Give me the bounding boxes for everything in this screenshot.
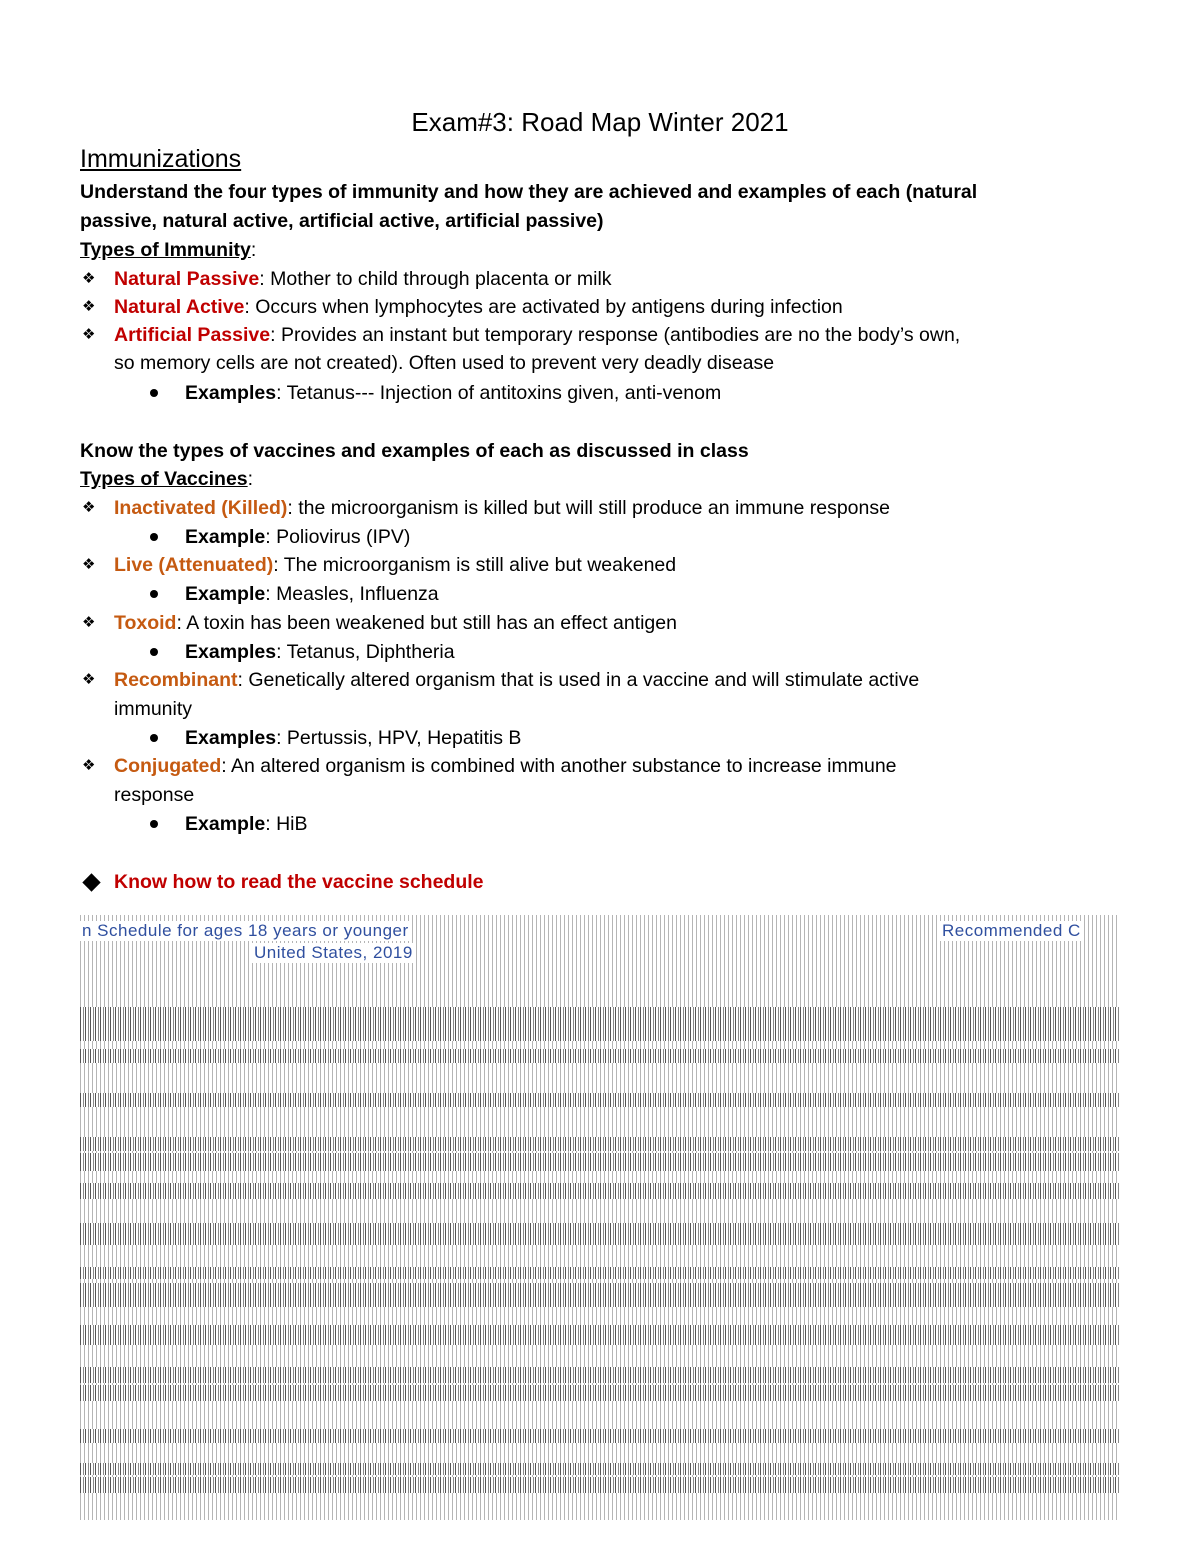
schedule-heading: Know how to read the vaccine schedule: [114, 871, 484, 893]
schedule-row: [80, 1429, 1120, 1443]
vaccine-intro: Know the types of vaccines and examples of each as discussed in class: [80, 440, 749, 462]
vaccine-example: Examples: Pertussis, HPV, Hepatitis B: [185, 727, 522, 749]
vaccine-item-continuation: response: [114, 784, 195, 806]
schedule-row: [80, 1153, 1120, 1171]
vaccine-example: Example: HiB: [185, 813, 308, 835]
schedule-row: [80, 1267, 1120, 1279]
diamond-bullet-icon: ❖: [82, 757, 96, 774]
round-bullet-icon: [150, 533, 158, 541]
schedule-row: [80, 1325, 1120, 1345]
immunity-intro-line-1: Understand the four types of immunity and how they are achieved and examples of each (natural: [80, 181, 978, 203]
vaccine-item: Conjugated: An altered organism is combined with another substance to increase immune: [114, 755, 897, 777]
vaccine-item: Live (Attenuated): The microorganism is still alive but weakened: [114, 554, 677, 576]
immunity-example: Examples: Tetanus--- Injection of antitoxins given, anti-venom: [185, 382, 722, 404]
page-title: Exam#3: Road Map Winter 2021: [411, 107, 789, 137]
immunity-item: Artificial Passive: Provides an instant but temporary response (antibodies are no the body’s own,: [114, 324, 961, 346]
diamond-bullet-icon: ❖: [82, 671, 96, 688]
diamond-bullet-icon: ❖: [82, 270, 96, 287]
schedule-title: n Schedule for ages 18 years or younger: [82, 921, 409, 940]
immunity-item: Natural Active: Occurs when lymphocytes are activated by antigens during infection: [114, 296, 843, 318]
schedule-row: [80, 1463, 1120, 1475]
diamond-bullet-icon: ❖: [82, 499, 96, 516]
diamond-bullet-icon: ❖: [82, 556, 96, 573]
schedule-row: [80, 1093, 1120, 1107]
round-bullet-icon: [150, 648, 158, 656]
round-bullet-icon: [150, 734, 158, 742]
schedule-row: [80, 1183, 1120, 1199]
vaccine-example: Examples: Tetanus, Diphtheria: [185, 641, 455, 663]
vaccine-schedule-image: [80, 915, 1120, 1520]
vaccine-item-continuation: immunity: [114, 698, 193, 720]
vaccine-item: Inactivated (Killed): the microorganism is killed but will still produce an immune response: [114, 497, 890, 519]
schedule-row: [80, 1367, 1120, 1383]
immunity-intro-line-2: passive, natural active, artificial active, artificial passive): [80, 210, 604, 232]
round-bullet-icon: [150, 389, 158, 397]
round-bullet-icon: [150, 590, 158, 598]
section-heading: Immunizations: [80, 145, 242, 173]
immunity-item: Natural Passive: Mother to child through placenta or milk: [114, 268, 612, 290]
schedule-row: [80, 1049, 1120, 1063]
diamond-bullet-icon: ❖: [82, 298, 96, 315]
vaccine-example: Example: Poliovirus (IPV): [185, 526, 411, 548]
schedule-row: [80, 1283, 1120, 1307]
diamond-bullet-icon: ❖: [82, 326, 96, 343]
immunity-item-continuation: so memory cells are not created). Often used to prevent very deadly disease: [114, 352, 775, 374]
diamond-bullet-icon: ❖: [82, 614, 96, 631]
schedule-row: [80, 1137, 1120, 1151]
vaccine-example: Example: Measles, Influenza: [185, 583, 439, 605]
schedule-header-band: [80, 1007, 1120, 1041]
schedule-subtitle: United States, 2019: [254, 943, 413, 962]
vaccine-item: Toxoid: A toxin has been weakened but still has an effect antigen: [114, 612, 677, 634]
types-of-vaccines-heading: Types of Vaccines:: [80, 468, 254, 490]
schedule-row: [80, 1385, 1120, 1401]
diamond-bullet-icon: [82, 873, 100, 891]
round-bullet-icon: [150, 820, 158, 828]
vaccine-item: Recombinant: Genetically altered organism that is used in a vaccine and will stimulate active: [114, 669, 920, 691]
schedule-row: [80, 1223, 1120, 1245]
types-of-immunity-heading: Types of Immunity:: [80, 239, 257, 261]
schedule-title-right: Recommended C: [942, 921, 1081, 940]
schedule-row: [80, 1477, 1120, 1493]
